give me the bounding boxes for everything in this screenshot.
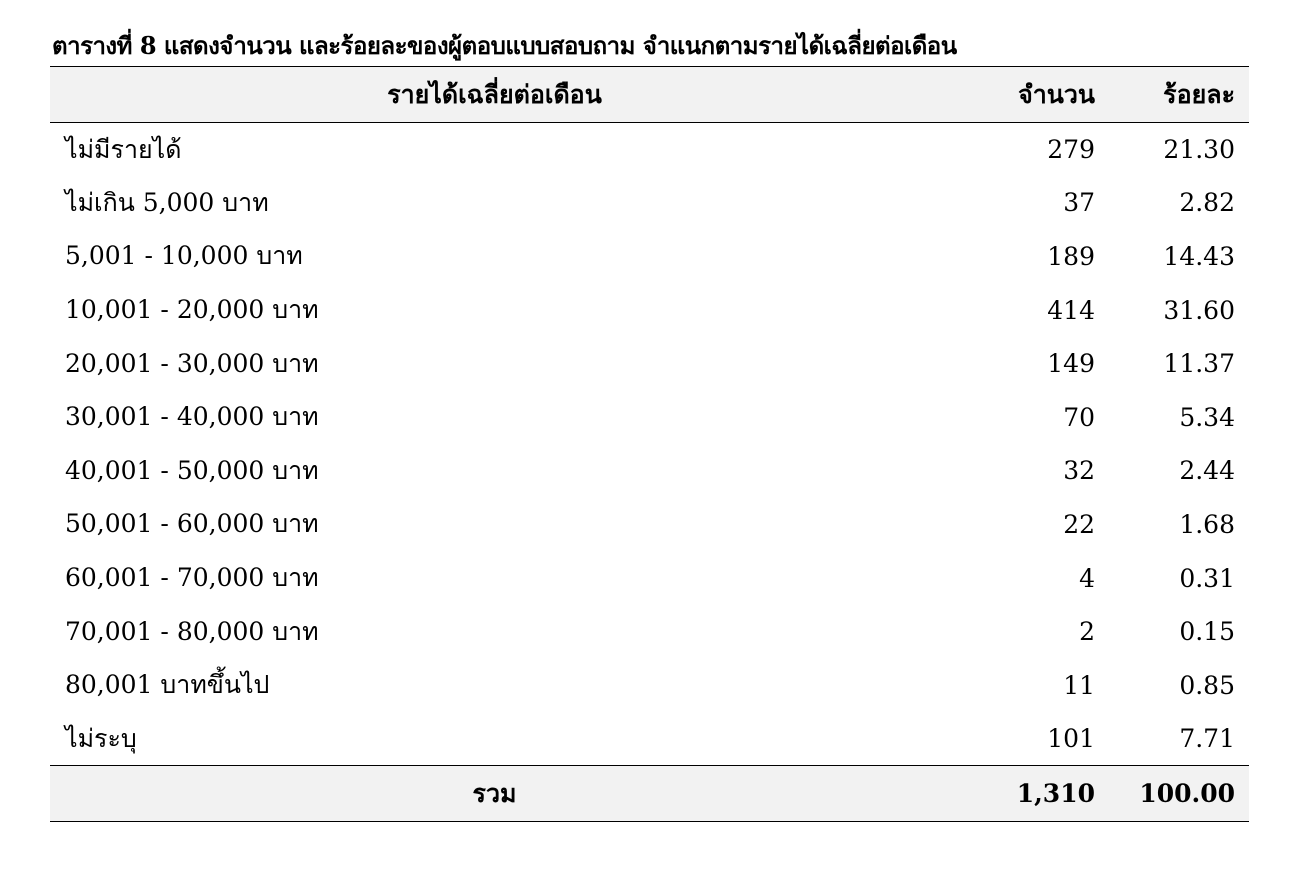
row-count: 189 — [1047, 241, 1095, 271]
table-row — [50, 444, 1249, 498]
table-row — [50, 283, 1249, 337]
table-row — [50, 498, 1249, 552]
row-income-label: 10,001 - 20,000 บาท — [65, 295, 319, 325]
table-row — [50, 230, 1249, 284]
row-percent: 21.30 — [1163, 135, 1235, 165]
table-row — [50, 176, 1249, 230]
header-count: จำนวน — [969, 67, 1109, 123]
row-income-label: 20,001 - 30,000 บาท — [65, 348, 319, 378]
row-income-label: ไม่ระบุ — [65, 723, 137, 753]
row-count: 101 — [1047, 724, 1095, 754]
row-income-label: 80,001 บาทขึ้นไป — [65, 670, 270, 700]
row-income-label: 70,001 - 80,000 บาท — [65, 616, 319, 646]
row-count: 37 — [1063, 188, 1095, 218]
total-row — [50, 766, 1249, 822]
table-row — [50, 658, 1249, 712]
table-row — [50, 551, 1249, 605]
row-percent: 0.15 — [1179, 617, 1235, 647]
row-count: 32 — [1063, 456, 1095, 486]
row-income-label: 5,001 - 10,000 บาท — [65, 241, 303, 271]
row-income-label: 60,001 - 70,000 บาท — [65, 563, 319, 593]
table-row — [50, 605, 1249, 659]
row-count: 279 — [1047, 135, 1095, 165]
table-caption: ตารางที่ 8 แสดงจำนวน และร้อยละของผู้ตอบแบบสอบถาม จำแนกตามรายได้เฉลี่ยต่อเดือน — [52, 31, 957, 60]
row-count: 2 — [1079, 617, 1095, 647]
header-row — [50, 67, 1249, 123]
header-percent: ร้อยละ — [1109, 67, 1249, 123]
row-percent: 11.37 — [1163, 349, 1235, 379]
income-table — [50, 66, 1249, 822]
row-count: 4 — [1079, 563, 1095, 593]
table-footer — [50, 766, 1249, 822]
row-income-label: ไม่เกิน 5,000 บาท — [65, 187, 269, 217]
row-count: 414 — [1047, 295, 1095, 325]
table-row — [50, 390, 1249, 444]
row-percent: 2.82 — [1179, 188, 1235, 218]
total-label: รวม — [50, 766, 969, 822]
row-percent: 0.31 — [1179, 563, 1235, 593]
table-body — [50, 123, 1249, 766]
table-row — [50, 712, 1249, 766]
table-header — [50, 67, 1249, 123]
row-percent: 1.68 — [1179, 509, 1235, 539]
row-percent: 2.44 — [1179, 456, 1235, 486]
row-income-label: 40,001 - 50,000 บาท — [65, 455, 319, 485]
row-income-label: 30,001 - 40,000 บาท — [65, 402, 319, 432]
row-percent: 14.43 — [1163, 241, 1235, 271]
total-percent: 100.00 — [1109, 766, 1249, 822]
row-percent: 31.60 — [1163, 295, 1235, 325]
row-count: 22 — [1063, 509, 1095, 539]
row-count: 70 — [1063, 402, 1095, 432]
row-count: 11 — [1063, 670, 1095, 700]
row-percent: 5.34 — [1179, 402, 1235, 432]
row-percent: 0.85 — [1179, 670, 1235, 700]
table-row — [50, 337, 1249, 391]
header-income: รายได้เฉลี่ยต่อเดือน — [50, 67, 969, 123]
row-income-label: 50,001 - 60,000 บาท — [65, 509, 319, 539]
table-row — [50, 123, 1249, 177]
row-percent: 7.71 — [1179, 724, 1235, 754]
row-income-label: ไม่มีรายได้ — [65, 134, 182, 164]
total-count: 1,310 — [969, 766, 1109, 822]
row-count: 149 — [1047, 349, 1095, 379]
